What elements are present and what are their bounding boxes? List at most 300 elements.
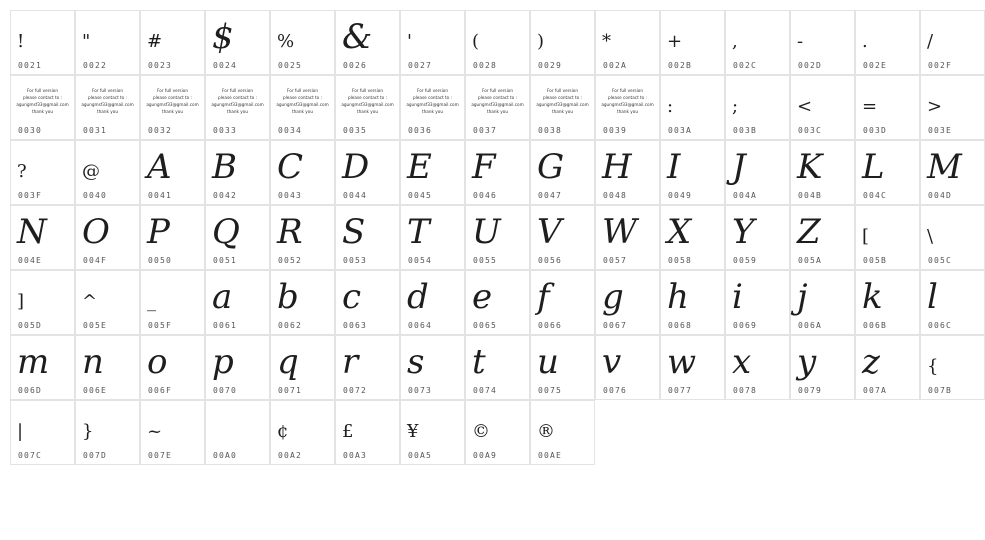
glyph-preview: J [732,147,746,187]
glyph-cell-002a [595,10,660,75]
glyph-code: 005E [83,321,108,330]
glyph-code: 00A0 [213,451,238,460]
notice-line: thank you [292,109,313,114]
glyph-preview: L [862,147,885,187]
glyph-code: 0065 [473,321,498,330]
glyph-preview: : [667,96,674,117]
glyph-cell-003a [660,75,725,140]
glyph-cell-004c [855,140,920,205]
glyph-preview: z [862,342,880,382]
glyph-cell-007d [75,400,140,465]
glyph-code: 002E [863,61,888,70]
glyph-code: 003B [733,126,758,135]
glyph-cell-0033 [205,75,270,140]
full-version-notice [468,87,527,115]
notice-line: For full version [547,88,578,93]
glyph-code: 0048 [603,191,628,200]
notice-line: agungmsf33@gmail.com [341,102,394,107]
glyph-cell-007b [920,335,985,400]
glyph-preview: - [797,31,804,52]
glyph-code: 007C [18,451,43,460]
glyph-cell-0024 [205,10,270,75]
glyph-preview: # [147,31,163,52]
glyph-preview: % [277,31,295,52]
glyph-code: 005A [798,256,823,265]
glyph-cell-0035 [335,75,400,140]
glyph-code: 002B [668,61,693,70]
glyph-preview: D [342,147,370,187]
glyph-cell-006b [855,270,920,335]
notice-line: For full version [482,88,513,93]
notice-line: agungmsf33@gmail.com [81,102,134,107]
glyph-cell-0067 [595,270,660,335]
full-version-notice [403,87,462,115]
notice-line: For full version [417,88,448,93]
glyph-cell-0069 [725,270,790,335]
glyph-preview: k [862,277,883,317]
glyph-preview: e [472,277,493,317]
glyph-preview: & [342,17,373,57]
glyph-preview: * [602,31,611,52]
glyph-preview: b [277,277,299,317]
glyph-preview: F [472,147,496,187]
glyph-cell-0026 [335,10,400,75]
glyph-cell-005d [10,270,75,335]
notice-line: thank you [552,109,573,114]
notice-line: please contact to : [607,95,647,100]
glyph-code: 0040 [83,191,108,200]
glyph-code: 0070 [213,386,238,395]
glyph-code: 003F [18,191,43,200]
glyph-preview: ® [537,421,555,442]
notice-line: please contact to : [22,95,62,100]
glyph-code: 0041 [148,191,173,200]
glyph-code: 0029 [538,61,563,70]
glyph-code: 0026 [343,61,368,70]
glyph-cell-0032 [140,75,205,140]
glyph-preview: E [407,147,432,187]
notice-line: please contact to : [87,95,127,100]
glyph-cell-0041 [140,140,205,205]
glyph-cell-004f [75,205,140,270]
glyph-code: 0072 [343,386,368,395]
glyph-preview: f [537,277,550,317]
glyph-cell-007c [10,400,75,465]
glyph-code: 00A3 [343,451,368,460]
glyph-cell-0056 [530,205,595,270]
glyph-code: 0049 [668,191,693,200]
notice-line: thank you [97,109,118,114]
glyph-preview: ! [17,31,25,52]
glyph-preview: r [342,342,359,382]
notice-line: please contact to : [347,95,387,100]
glyph-code: 0043 [278,191,303,200]
glyph-preview: g [602,277,624,317]
glyph-cell-00ae [530,400,595,465]
notice-line: please contact to : [542,95,582,100]
glyph-preview: w [667,342,697,382]
glyph-preview: Y [732,212,755,252]
glyph-code: 00A2 [278,451,303,460]
glyph-cell-0051 [205,205,270,270]
glyph-cell-003f [10,140,75,205]
glyph-cell-0023 [140,10,205,75]
glyph-preview: j [797,277,808,317]
glyph-cell-0079 [790,335,855,400]
glyph-code: 0021 [18,61,43,70]
glyph-cell-0022 [75,10,140,75]
glyph-preview: N [17,212,47,252]
glyph-preview: d [407,277,429,317]
glyph-code: 0074 [473,386,498,395]
glyph-preview: [ [862,226,870,247]
glyph-code: 0050 [148,256,173,265]
glyph-preview: = [862,96,878,117]
glyph-cell-0038 [530,75,595,140]
glyph-preview: G [537,147,565,187]
glyph-preview: H [602,147,632,187]
glyph-code: 005F [148,321,173,330]
glyph-preview: x [732,342,752,382]
glyph-preview: ^ [82,291,98,312]
glyph-code: 0033 [213,126,238,135]
notice-line: please contact to : [412,95,452,100]
glyph-preview: / [927,31,934,52]
glyph-cell-004e [10,205,75,270]
glyph-code: 007A [863,386,888,395]
notice-line: thank you [422,109,443,114]
glyph-code: 004F [83,256,108,265]
glyph-preview: n [82,342,104,382]
notice-line: For full version [287,88,318,93]
glyph-cell-0074 [465,335,530,400]
glyph-preview: ' [407,31,412,52]
glyph-cell-0062 [270,270,335,335]
glyph-code: 0028 [473,61,498,70]
glyph-cell-005a [790,205,855,270]
glyph-preview: ( [472,31,480,52]
notice-line: For full version [612,88,643,93]
glyph-preview: O [82,212,110,252]
glyph-preview: t [472,342,486,382]
notice-line: thank you [617,109,638,114]
glyph-code: 0067 [603,321,628,330]
glyph-cell-0057 [595,205,660,270]
glyph-code: 0044 [343,191,368,200]
glyph-cell-0028 [465,10,530,75]
glyph-code: 003C [798,126,823,135]
glyph-cell-006c [920,270,985,335]
glyph-preview: > [927,96,943,117]
glyph-preview: $ [212,17,234,57]
glyph-preview: ) [537,31,545,52]
notice-line: For full version [157,88,188,93]
glyph-code: 00A9 [473,451,498,460]
glyph-preview: | [17,421,24,442]
glyph-preview: W [602,212,637,252]
glyph-code: 0063 [343,321,368,330]
glyph-code: 0055 [473,256,498,265]
glyph-cell-002c [725,10,790,75]
glyph-cell-0030 [10,75,75,140]
glyph-preview: \ [927,226,934,247]
glyph-preview: ~ [147,421,163,442]
full-version-notice [208,87,267,115]
glyph-code: 004E [18,256,43,265]
full-version-notice [13,87,72,115]
glyph-cell-0053 [335,205,400,270]
glyph-cell-00a5 [400,400,465,465]
glyph-cell-0021 [10,10,75,75]
glyph-code: 0039 [603,126,628,135]
glyph-cell-003c [790,75,855,140]
notice-line: thank you [32,109,53,114]
glyph-preview: l [927,277,938,317]
glyph-code: 0025 [278,61,303,70]
glyph-cell-0064 [400,270,465,335]
notice-line: For full version [27,88,58,93]
glyph-code: 0051 [213,256,238,265]
glyph-cell-0077 [660,335,725,400]
glyph-preview: ¢ [277,421,289,442]
glyph-cell-00a3 [335,400,400,465]
full-version-notice [533,87,592,115]
glyph-code: 002C [733,61,758,70]
notice-line: please contact to : [477,95,517,100]
glyph-preview: p [212,342,234,382]
glyph-cell-0046 [465,140,530,205]
glyph-preview: Q [212,212,240,252]
glyph-code: 0042 [213,191,238,200]
glyph-code: 0053 [343,256,368,265]
glyph-cell-0065 [465,270,530,335]
glyph-cell-004d [920,140,985,205]
notice-line: please contact to : [217,95,257,100]
glyph-cell-003b [725,75,790,140]
glyph-cell-0059 [725,205,790,270]
glyph-cell-0058 [660,205,725,270]
glyph-preview: } [82,421,94,442]
glyph-code: 00A5 [408,451,433,460]
glyph-cell-0031 [75,75,140,140]
notice-line: agungmsf33@gmail.com [146,102,199,107]
glyph-cell-0071 [270,335,335,400]
notice-line: agungmsf33@gmail.com [536,102,589,107]
glyph-code: 0076 [603,386,628,395]
glyph-cell-0029 [530,10,595,75]
full-version-notice [598,87,657,115]
glyph-cell-0047 [530,140,595,205]
glyph-code: 002D [798,61,823,70]
glyph-preview: Z [797,212,821,252]
glyph-cell-003d [855,75,920,140]
glyph-code: 0037 [473,126,498,135]
glyph-preview: y [797,342,817,382]
glyph-preview: K [797,147,823,187]
glyph-cell-0034 [270,75,335,140]
glyph-cell-0076 [595,335,660,400]
glyph-preview: B [212,147,237,187]
glyph-cell-0063 [335,270,400,335]
glyph-cell-007a [855,335,920,400]
glyph-code: 0056 [538,256,563,265]
glyph-cell-006e [75,335,140,400]
glyph-preview: A [147,147,172,187]
notice-line: thank you [357,109,378,114]
glyph-code: 0064 [408,321,433,330]
glyph-preview: { [927,356,939,377]
glyph-code: 0027 [408,61,433,70]
glyph-code: 00AE [538,451,563,460]
full-version-notice [143,87,202,115]
glyph-code: 0035 [343,126,368,135]
glyph-code: 006E [83,386,108,395]
notice-line: thank you [162,109,183,114]
glyph-code: 0045 [408,191,433,200]
glyph-preview: @ [82,161,100,182]
glyph-preview: c [342,277,362,317]
glyph-code: 0036 [408,126,433,135]
glyph-code: 0066 [538,321,563,330]
glyph-cell-002f [920,10,985,75]
glyph-code: 002A [603,61,628,70]
glyph-preview: P [147,212,170,252]
glyph-cell-0043 [270,140,335,205]
glyph-preview: ¥ [407,421,419,442]
glyph-preview: s [407,342,425,382]
glyph-cell-0045 [400,140,465,205]
glyph-cell-0027 [400,10,465,75]
glyph-cell-0050 [140,205,205,270]
glyph-cell-0078 [725,335,790,400]
glyph-cell-004a [725,140,790,205]
glyph-code: 006C [928,321,953,330]
glyph-code: 007B [928,386,953,395]
full-version-notice [78,87,137,115]
glyph-cell-0066 [530,270,595,335]
glyph-cell-0070 [205,335,270,400]
glyph-code: 0068 [668,321,693,330]
notice-line: please contact to : [282,95,322,100]
glyph-preview: C [277,147,304,187]
full-version-notice [273,87,332,115]
glyph-cell-005e [75,270,140,335]
notice-line: agungmsf33@gmail.com [276,102,329,107]
glyph-code: 0047 [538,191,563,200]
glyph-preview: " [82,31,91,52]
glyph-code: 006B [863,321,888,330]
glyph-code: 002F [928,61,953,70]
glyph-code: 005D [18,321,43,330]
notice-line: agungmsf33@gmail.com [471,102,524,107]
glyph-code: 0075 [538,386,563,395]
glyph-preview: R [277,212,303,252]
glyph-cell-00a2 [270,400,335,465]
notice-line: thank you [487,109,508,114]
glyph-preview: a [212,277,233,317]
glyph-cell-0040 [75,140,140,205]
glyph-preview: h [667,277,689,317]
glyph-preview: u [537,342,559,382]
glyph-preview: ; [732,96,739,117]
glyph-cell-0075 [530,335,595,400]
glyph-cell-005c [920,205,985,270]
glyph-cell-0036 [400,75,465,140]
glyph-cell-002e [855,10,920,75]
glyph-preview: + [667,31,683,52]
notice-line: agungmsf33@gmail.com [211,102,264,107]
glyph-code: 0073 [408,386,433,395]
glyph-code: 0022 [83,61,108,70]
glyph-preview: V [537,212,562,252]
glyph-cell-0061 [205,270,270,335]
notice-line: thank you [227,109,248,114]
glyph-code: 004B [798,191,823,200]
glyph-code: 0059 [733,256,758,265]
glyph-cell-003e [920,75,985,140]
glyph-code: 0054 [408,256,433,265]
glyph-code: 0061 [213,321,238,330]
glyph-cell-005b [855,205,920,270]
glyph-preview: _ [147,291,156,312]
glyph-code: 0078 [733,386,758,395]
glyph-preview: i [732,277,743,317]
glyph-code: 005C [928,256,953,265]
glyph-cell-0025 [270,10,335,75]
glyph-cell-006f [140,335,205,400]
glyph-cell-0049 [660,140,725,205]
glyph-code: 0057 [603,256,628,265]
glyph-code: 0062 [278,321,303,330]
glyph-cell-006a [790,270,855,335]
glyph-cell-0042 [205,140,270,205]
glyph-cell-007e [140,400,205,465]
glyph-cell-002b [660,10,725,75]
glyph-code: 0038 [538,126,563,135]
glyph-code: 0058 [668,256,693,265]
notice-line: For full version [352,88,383,93]
glyph-cell-0039 [595,75,660,140]
notice-line: agungmsf33@gmail.com [406,102,459,107]
glyph-code: 0052 [278,256,303,265]
glyph-preview: o [147,342,168,382]
glyph-code: 0079 [798,386,823,395]
glyph-code: 003A [668,126,693,135]
glyph-cell-00a0 [205,400,270,465]
glyph-code: 0071 [278,386,303,395]
glyph-cell-006d [10,335,75,400]
glyph-preview: , [732,31,738,52]
glyph-code: 006F [148,386,173,395]
glyph-preview: m [17,342,50,382]
glyph-preview: © [472,421,490,442]
glyph-preview: S [342,212,366,252]
glyph-cell-0052 [270,205,335,270]
glyph-cell-0068 [660,270,725,335]
glyph-cell-004b [790,140,855,205]
glyph-cell-0073 [400,335,465,400]
notice-line: For full version [92,88,123,93]
glyph-preview: ] [17,291,25,312]
glyph-preview: . [862,31,868,52]
glyph-code: 006A [798,321,823,330]
glyph-cell-0048 [595,140,660,205]
glyph-code: 0034 [278,126,303,135]
full-version-notice [338,87,397,115]
notice-line: please contact to : [152,95,192,100]
glyph-code: 004A [733,191,758,200]
glyph-cell-0044 [335,140,400,205]
